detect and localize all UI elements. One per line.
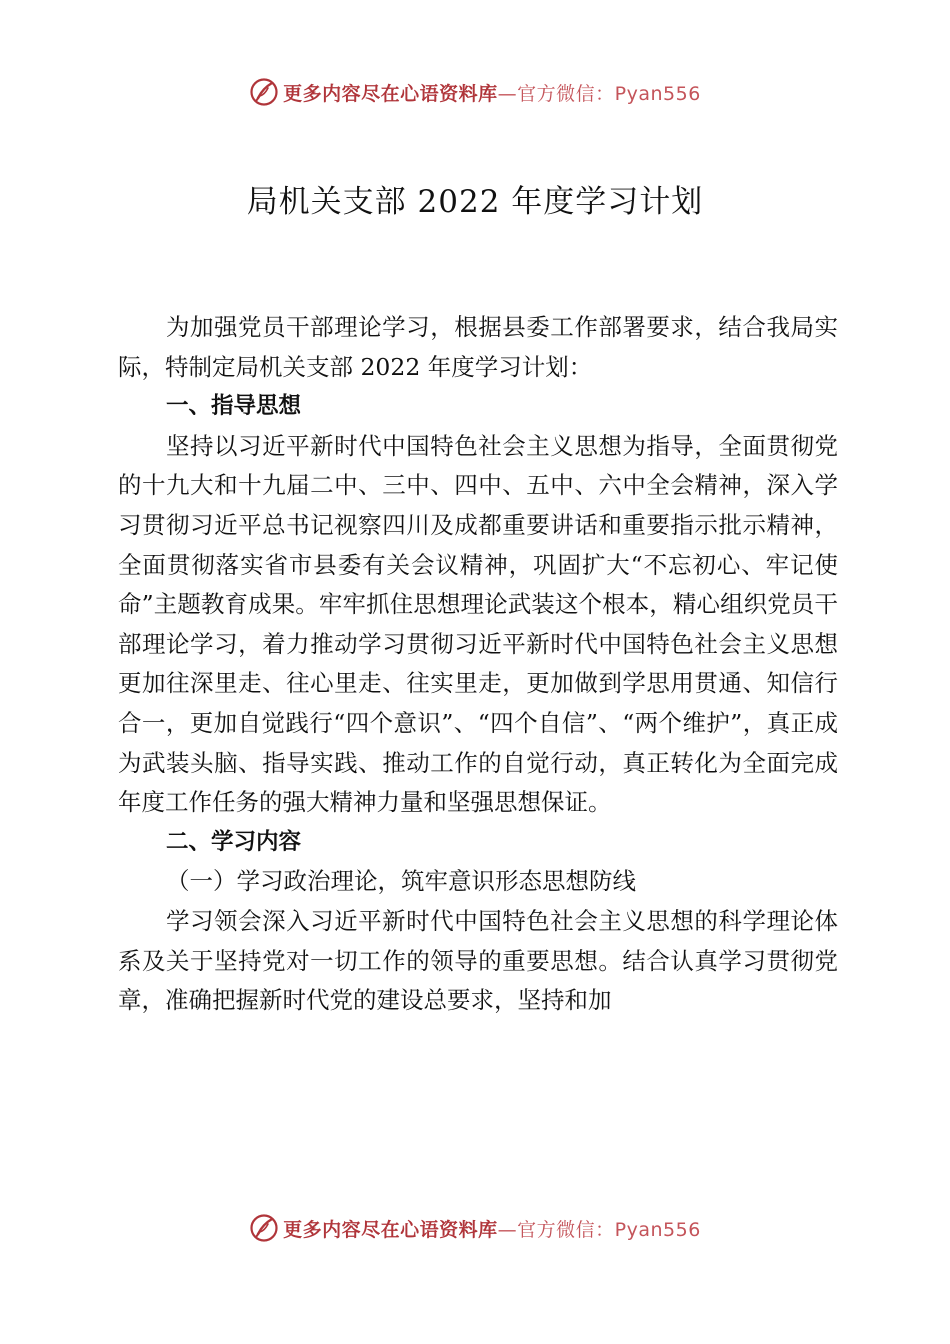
section-paragraph-guiding-thought: 坚持以习近平新时代中国特色社会主义思想为指导，全面贯彻党的十九大和十九届二中、三中、四中、五中、六中全会精神，深入学习贯彻习近平总书记视察四川及成都重要讲话和重要指示批示精神，全面贯彻落实省市县委有关会议精神，巩固扩大“不忘初心、牢记使命”主题教育成果。牢牢抓住思想理论武装这个根本，精心组织党员干部理论学习，着力推动学习贯彻习近平新时代中国特色社会主义思想更加往深里走、往心里走、往实里走，更加做到学思用贯通、知信行合一，更加自觉践行“四个意识”、“四个自信”、“两个维护”，真正成为武装头脑、指导实践、推动工作的自觉行动，真正转化为全面完成年度工作任务的强大精神力量和坚强思想保证。 [118,431,838,817]
intro-paragraph: 为加强党员干部理论学习，根据县委工作部署要求，结合我局实际，特制定局机关支部 2022 年度学习计划： [118,313,838,381]
watermark-dash: — [497,1218,518,1241]
subsection-paragraph-political-theory: 学习领会深入习近平新时代中国特色社会主义思想的科学理论体系及关于坚持党对一切工作的领导的重要思想。结合认真学习贯彻党章，准确把握新时代党的建设总要求，坚持和加 [118,906,838,1015]
section-heading-study-content: 二、学习内容 [166,828,302,855]
document-title: 局机关支部 2022 年度学习计划 [246,184,704,220]
section-heading-guiding-thought: 一、指导思想 [166,393,302,420]
watermark-wechat-text: 官方微信：Pyan556 [517,82,701,105]
footer-watermark-banner [0,1208,950,1248]
watermark-dash: — [497,82,518,105]
watermark-main-text: 更多内容尽在心语资料库 [283,82,498,105]
quill-seal-icon [249,1213,279,1243]
quill-seal-icon [249,77,279,107]
header-watermark-banner [0,72,950,112]
watermark-wechat-text: 官方微信：Pyan556 [517,1218,701,1241]
watermark-main-text: 更多内容尽在心语资料库 [283,1218,498,1241]
subsection-heading-political-theory: （一）学习政治理论，筑牢意识形态思想防线 [166,867,636,896]
document-body [118,308,838,1021]
